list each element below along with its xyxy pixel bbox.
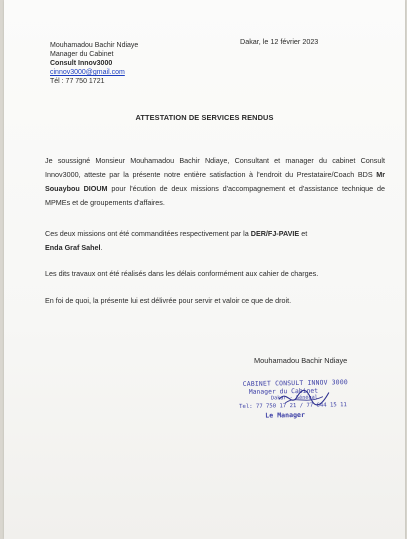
paragraph-closing: En foi de quoi, la présente lui est délivrée pour servir et valoir ce que de droit. bbox=[45, 296, 292, 305]
phone-number: Tél : 77 750 1721 bbox=[50, 78, 105, 85]
sender-name: Mouhamadou Bachir Ndiaye bbox=[50, 42, 139, 49]
company-stamp bbox=[239, 378, 360, 424]
document-title: ATTESTATION DE SERVICES RENDUS bbox=[135, 113, 274, 122]
org-der: DER/FJ-PAVIE bbox=[250, 229, 300, 238]
sender-block bbox=[50, 41, 138, 86]
stamp-line-company: CABINET CONSULT INNOV 3000 bbox=[242, 378, 348, 388]
signatory-name: Mouhamadou Bachir Ndiaye bbox=[254, 356, 348, 365]
stamp-line-city: Dakar - Sénégal bbox=[270, 394, 318, 402]
paragraph-missions: Ces deux missions ont été commanditées respectivement par la DER/FJ-PAVIE et Enda Graf Sahel. bbox=[45, 229, 308, 252]
beneficiary-name: Mr Souaybou DIOUM bbox=[45, 170, 385, 193]
signature-scribble-icon bbox=[277, 384, 338, 415]
org-enda: Enda Graf Sahel bbox=[45, 243, 101, 252]
document-page bbox=[4, 0, 405, 539]
company-name: Consult Innov3000 bbox=[50, 60, 113, 67]
place-date: Dakar, le 12 février 2023 bbox=[240, 37, 319, 46]
sender-role: Manager du Cabinet bbox=[50, 51, 114, 58]
paragraph-delays: Les dits travaux ont été réalisés dans les délais conformément aux cahier de charges. bbox=[45, 269, 319, 278]
stamp-line-role: Manager du Cabinet bbox=[248, 386, 319, 396]
paragraph-attestation: Je soussigné Monsieur Mouhamadou Bachir Ndiaye, Consultant et manager du cabinet Consult Innov3000, atteste par la présente notre entière satisfaction à l'endroit du Prestataire/Coach BDS Mr Souaybou DIOUM pour l'écution de deux missions d'accompagnement et d'assistance technique de MPMEs et de groupements d'affaires. bbox=[45, 156, 386, 207]
stamp-line-manager: Le Manager bbox=[265, 410, 306, 420]
stamp-line-phone: Tel: 77 750 17 21 / 77 644 15 11 bbox=[239, 402, 347, 411]
email-link[interactable]: cinnov3000@gmail.com bbox=[50, 69, 125, 76]
